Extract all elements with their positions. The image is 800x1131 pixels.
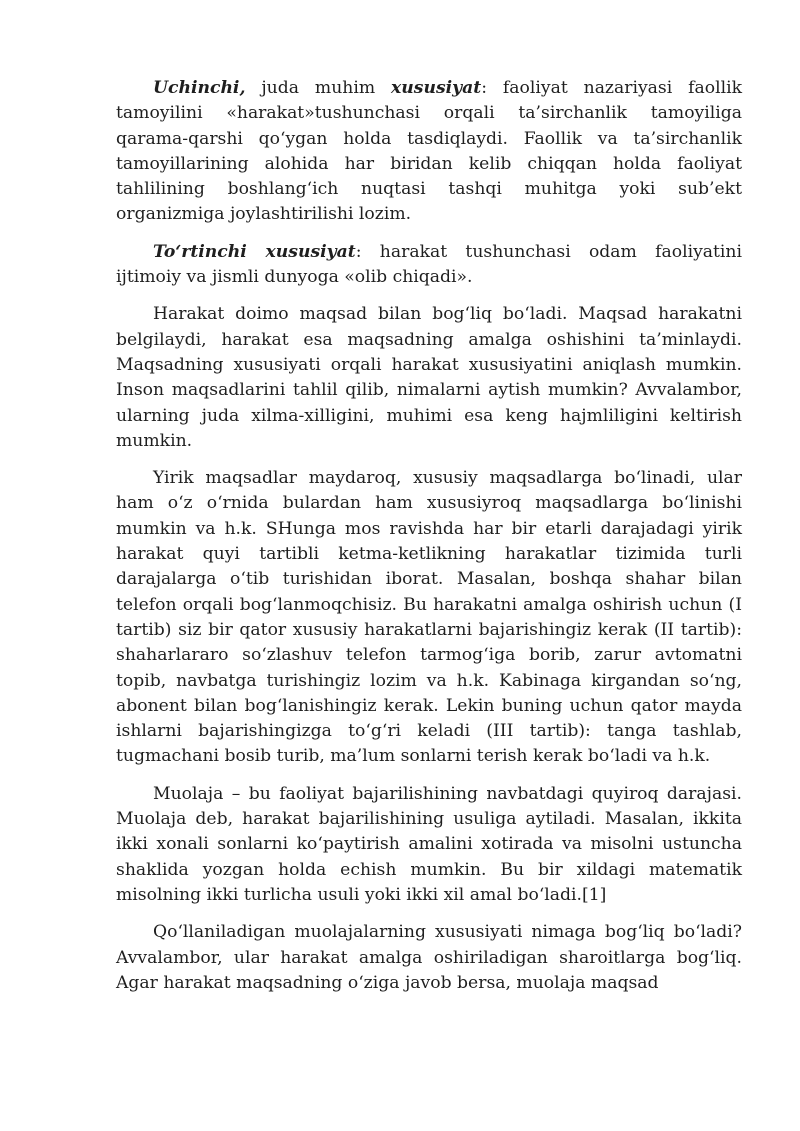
paragraph-6: Qo‘llaniladigan muolajalarning xususiyati nimaga bog‘liq bo‘ladi? Avvalambor, ular harakat amalga oshiriladigan sharoitlarga bog‘liq. Agar harakat maqsadning o‘ziga javob bersa, muolaja maqsad — [116, 922, 742, 993]
document-page — [116, 76, 742, 1008]
paragraph-3: Harakat doimo maqsad bilan bog‘liq bo‘ladi. Maqsad harakatni belgilaydi, harakat esa maqsadning amalga oshishini ta’minlaydi. Maqsadning xususiyati orqali harakat xususiyatini aniqlash mumkin. Inson maqsadlarini tahlil qilib, nimalarni aytish mumkin? Avvalambor, ularning juda xilma-xilligini, muhimi esa keng hajmliligini keltirish mumkin. — [116, 304, 742, 451]
paragraph-4: Yirik maqsadlar maydaroq, xususiy maqsadlarga bo‘linadi, ular ham o‘z o‘rnida bulardan ham xususiyroq maqsadlarga bo‘linishi mumkin va h.k. SHunga mos ravishda har bir etarli darajadagi yirik harakat quyi tartibli ketma-ketlikning harakatlar tizimida turli darajalarga o‘tib turishidan iborat. Masalan, boshqa shahar bilan telefon orqali bog‘lanmoqchisiz. Bu harakatni amalga oshirish uchun (I tartib) siz bir qator xususiy harakatlarni bajarishingiz kerak (II tartib): shaharlararo so‘zlashuv telefon tarmog‘iga borib, zarur avtomatni topib, navbatga turishingiz lozim va h.k. Kabinaga kirgandan so‘ng, abonent bilan bog‘lanishingiz kerak. Lekin buning uchun qator mayda ishlarni bajarishingizga to‘g‘ri keladi (III tartib): tanga tashlab, tugmachani bosib turib, ma’lum sonlarni terish kerak bo‘ladi va h.k. — [116, 468, 742, 767]
paragraph-2-text: : harakat tushunchasi odam faoliyatini ijtimoiy va jismli dunyoga «olib chiqadi». — [116, 241, 742, 288]
paragraph-1-mid: juda muhim — [245, 78, 392, 98]
paragraph-1-lead2: xususiyat — [391, 78, 482, 98]
paragraph-2-lead: To‘rtinchi xususiyat — [153, 241, 356, 262]
paragraph-1-text: : faoliyat nazariyasi faollik tamoyilini «harakat»tushunchasi orqali ta’sirchanlik tamoyiliga qarama-qarshi qo‘ygan holda tasdiqlaydi. Faollik va ta’sirchanlik tamoyillarining alohida har biridan kelib chiqqan holda faoliyat tahlilining boshlang‘ich nuqtasi tashqi muhitga yoki sub’ekt organizmiga joylashtirilishi lozim. — [116, 78, 742, 225]
paragraph-5: Muolaja – bu faoliyat bajarilishining navbatdagi quyiroq darajasi. Muolaja deb, harakat bajarilishining usuliga aytiladi. Masalan, ikkita ikki xonali sonlarni ko‘paytirish amalini xotirada va misolni ustuncha shaklida yozgan holda echish mumkin. Bu bir xildagi matematik misolning ikki turlicha usuli yoki ikki xil amal bo‘ladi.[1] — [116, 783, 742, 905]
paragraph-2 — [116, 240, 742, 291]
paragraph-1-lead: Uchinchi, — [153, 78, 246, 98]
paragraph-1 — [116, 76, 742, 228]
